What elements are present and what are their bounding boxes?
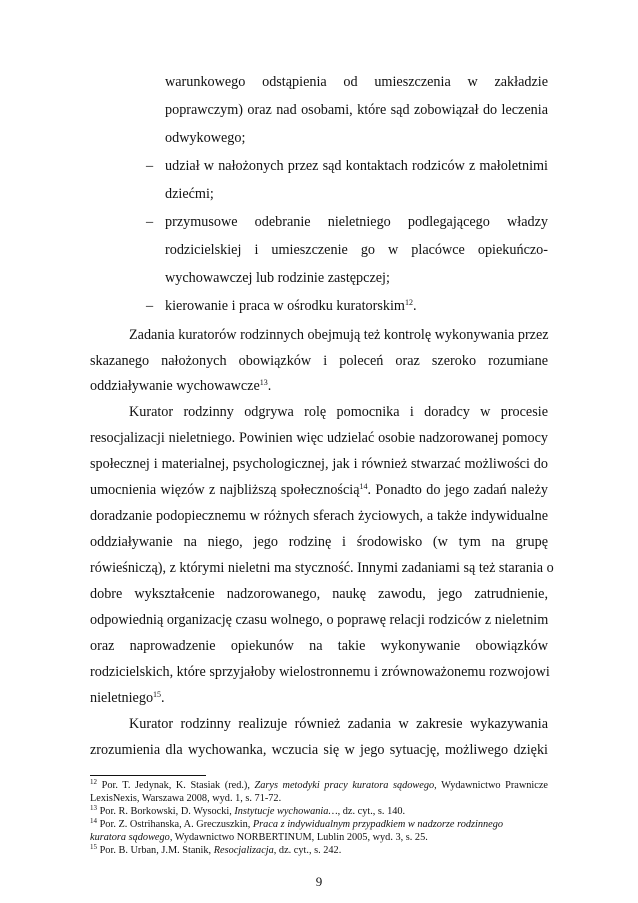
footnote-15: $^{15}$ Por. B. Urban, J.M. Stanik, Resocjalizacja, dz. cyt., s. 242. xyxy=(90,843,342,856)
list-item-1-line-3: odwykowego; xyxy=(165,130,246,146)
footnote-14-line-2: kuratora sądowego, Wydawnictwo NORBERTINUM, Lublin 2005, wyd. 3, s. 25. xyxy=(90,832,428,843)
list-dash: – xyxy=(146,214,154,230)
footnote-ref-12: 12 xyxy=(404,298,413,307)
paragraph-1-line-3: oddziaływanie wychowawcze$^{13}$. xyxy=(90,378,272,394)
paragraph-2-line-6: oddziaływanie na niego, jego rodzinę i środowisko (w tym na grupę xyxy=(90,534,548,550)
footnote-12-line-2: LexisNexis, Warszawa 2008, wyd. 1, s. 71-72. xyxy=(90,793,282,804)
footnote-13: $^{13}$ Por. R. Borkowski, D. Wysocki, Instytucje wychowania…, dz. cyt., s. 140. xyxy=(90,804,406,817)
footnote-12-line-1: $^{12}$ Por. T. Jedynak, K. Stasiak (red.), Zarys metodyki pracy kuratora sądowego, Wydawnictwo Prawnicze xyxy=(90,778,548,791)
paragraph-1-line-1: Zadania kuratorów rodzinnych obejmują też kontrolę wykonywania przez xyxy=(129,327,549,343)
footnote-ref-15: 15 xyxy=(153,690,162,699)
paragraph-2-line-4: umocnienia więzów z najbliższą społecznością$^{14}$. Ponadto do jego zadań należy xyxy=(90,482,548,498)
paragraph-2-line-11: rodzicielskich, które sprzyjałoby wielostronnemu i zrównoważonemu rozwojowi xyxy=(90,664,550,680)
list-dash: – xyxy=(146,158,154,174)
paragraph-2-line-1: Kurator rodzinny odgrywa rolę pomocnika i doradcy w procesie xyxy=(129,404,548,420)
footnote-ref-13: 13 xyxy=(259,378,268,387)
list-item-3-line-2: rodzicielskiej i umieszczenie go w placówce opiekuńczo- xyxy=(165,242,548,258)
footnote-separator xyxy=(90,775,206,776)
footnote-ref-14: 14 xyxy=(359,482,368,491)
list-item-2-line-1: udział w nałożonych przez sąd kontaktach rodziców z małoletnimi xyxy=(165,158,548,174)
footnote-14-line-1: $^{14}$ Por. Z. Ostrihanska, A. Greczuszkin, Praca z indywidualnym przypadkiem w nadzorze rodzinnego xyxy=(90,817,504,830)
page-number: 9 xyxy=(315,874,323,889)
paragraph-2-line-2: resocjalizacji nieletniego. Powinien więc udzielać osobie nadzorowanej pomocy xyxy=(90,430,548,446)
list-item-4-line-1: kierowanie i praca w ośrodku kuratorskim$^{12}$. xyxy=(165,298,417,314)
list-item-3-line-1: przymusowe odebranie nieletniego podlegającego władzy xyxy=(165,214,548,230)
list-item-1-line-1: warunkowego odstąpienia od umieszczenia w zakładzie xyxy=(165,74,548,90)
list-dash: – xyxy=(146,298,154,314)
paragraph-3-line-1: Kurator rodzinny realizuje również zadania w zakresie wykazywania xyxy=(129,716,548,732)
paragraph-2-line-7: rówieśniczą), z którymi nieletni ma styczność. Innymi zadaniami są też starania o xyxy=(90,560,554,576)
list-item-1-line-2: poprawczym) oraz nad osobami, które sąd zobowiązał do leczenia xyxy=(165,102,548,118)
list-item-2-line-2: dziećmi; xyxy=(165,186,214,202)
paragraph-1-line-2: skazanego nałożonych obowiązków i poleceń oraz szeroko rozumiane xyxy=(90,353,548,369)
paragraph-3-line-2: zrozumienia dla wychowanka, wczucia się w jego sytuację, możliwego dzięki xyxy=(90,742,548,758)
paragraph-2-line-12: nieletniego$^{15}$. xyxy=(90,690,165,706)
list-item-3-line-3: wychowawczej lub rodzinie zastępczej; xyxy=(165,270,390,286)
paragraph-2-line-9: odpowiednią organizację czasu wolnego, o poprawę relacji rodziców z nieletnim xyxy=(90,612,549,628)
paragraph-2-line-5: doradzanie podopiecznemu w różnych sferach życiowych, a także indywidualne xyxy=(90,508,548,524)
paragraph-2-line-3: społecznej i materialnej, psychologicznej, jak i również stwarzać możliwości do xyxy=(90,456,548,472)
paragraph-2-line-8: dobre wykształcenie nadzorowanego, naukę zawodu, jego zatrudnienie, xyxy=(90,586,548,602)
paragraph-2-line-10: oraz naprowadzenie opiekunów na takie wykonywanie obowiązków xyxy=(90,638,548,654)
